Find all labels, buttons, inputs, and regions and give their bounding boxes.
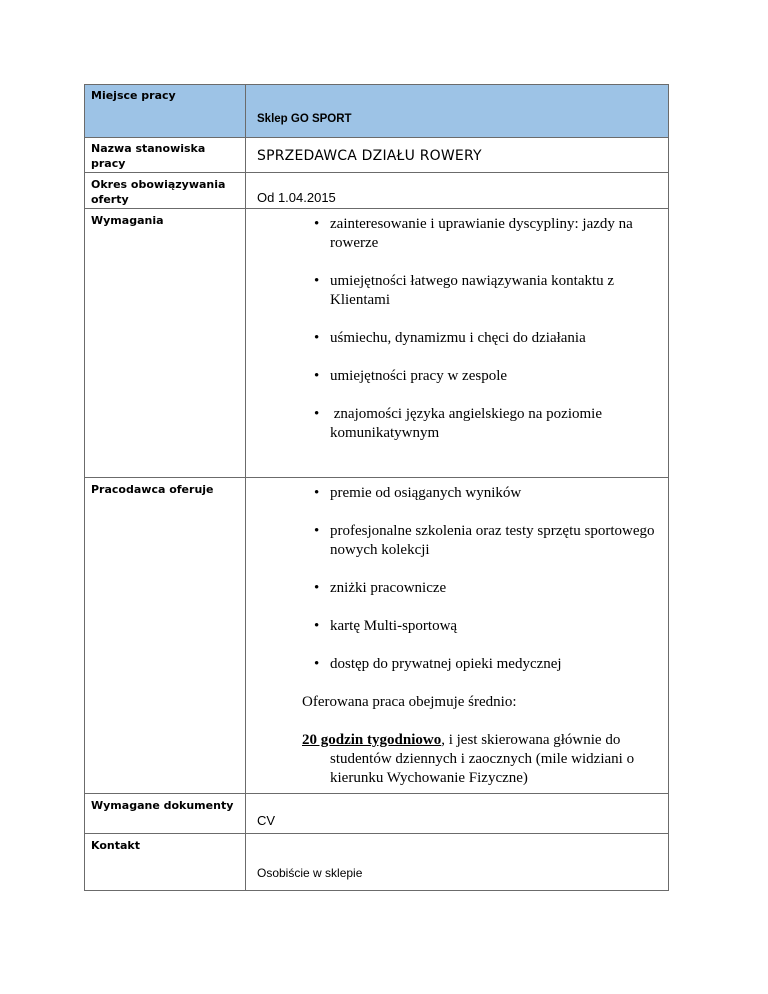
label-cell	[85, 138, 246, 173]
bullet-icon: •	[314, 330, 320, 346]
bullet-icon: •	[314, 580, 320, 596]
hours-intro: Oferowana praca obejmuje średnio:	[302, 694, 517, 710]
list-item: • kartę Multi-sportową	[314, 618, 458, 634]
label-contact: Kontakt	[91, 839, 140, 852]
bullet-icon: •	[314, 216, 320, 232]
hours-paragraph: 20 godzin tygodniowo, i jest skierowana głównie do studentów dziennych i zaocznych (mile widziani o kierunku Wychowanie Fizyczne)	[302, 732, 635, 786]
label-cell	[85, 794, 246, 834]
value-cell	[246, 85, 669, 138]
value-cell	[246, 794, 669, 834]
label-place: Miejsce pracy	[91, 89, 176, 102]
bullet-icon: •	[314, 406, 320, 422]
value-position: SPRZEDAWCA DZIAŁU ROWERY	[257, 148, 482, 164]
row-position	[85, 138, 669, 173]
value-cell	[246, 173, 669, 209]
list-item: • umiejętności łatwego nawiązywania kontaktu z Klientami	[314, 273, 615, 308]
label-cell	[85, 85, 246, 138]
label-cell	[85, 478, 246, 794]
list-item: • znajomości języka angielskiego na poziomie komunikatywnym	[314, 406, 602, 441]
value-place: Sklep GO SPORT	[257, 113, 352, 125]
list-item: • profesjonalne szkolenia oraz testy sprzętu sportowego nowych kolekcji	[314, 523, 655, 558]
list-item: • umiejętności pracy w zespole	[314, 368, 508, 384]
value-cell	[246, 138, 669, 173]
label-cell	[85, 173, 246, 209]
label-requirements: Wymagania	[91, 214, 164, 227]
value-cell	[246, 209, 669, 478]
list-item: • dostęp do prywatnej opieki medycznej	[314, 656, 562, 672]
label-position: Nazwa stanowiska pracy	[91, 142, 206, 170]
requirements-list	[246, 209, 668, 443]
row-contact	[85, 834, 669, 891]
hours-highlight: 20 godzin tygodniowo	[302, 732, 442, 748]
row-requirements	[85, 209, 669, 478]
row-documents	[85, 794, 669, 834]
label-validity-line2: oferty	[91, 193, 129, 206]
label-documents: Wymagane dokumenty	[91, 799, 234, 812]
row-validity	[85, 173, 669, 209]
list-item: • zainteresowanie i uprawianie dyscypliny: jazdy na rowerze	[314, 216, 633, 251]
value-cell	[246, 834, 669, 891]
job-offer-table	[84, 84, 669, 891]
bullet-icon: •	[314, 523, 320, 539]
bullet-icon: •	[314, 273, 320, 289]
bullet-icon: •	[314, 656, 320, 672]
label-offers: Pracodawca oferuje	[91, 483, 214, 496]
list-item: • zniżki pracownicze	[314, 580, 447, 596]
value-validity: Od 1.04.2015	[257, 190, 336, 205]
value-cell	[246, 478, 669, 794]
list-item: • premie od osiąganych wyników	[314, 485, 522, 501]
bullet-icon: •	[314, 618, 320, 634]
value-contact: Osobiście w sklepie	[257, 866, 363, 880]
bullet-icon: •	[314, 368, 320, 384]
label-cell	[85, 834, 246, 891]
row-offers	[85, 478, 669, 794]
offers-list	[246, 478, 668, 674]
value-documents: CV	[257, 813, 276, 828]
bullet-icon: •	[314, 485, 320, 501]
list-item: • uśmiechu, dynamizmu i chęci do działania	[314, 330, 586, 346]
label-cell	[85, 209, 246, 478]
row-place	[85, 85, 669, 138]
label-validity-line1: Okres obowiązywania	[91, 178, 226, 191]
